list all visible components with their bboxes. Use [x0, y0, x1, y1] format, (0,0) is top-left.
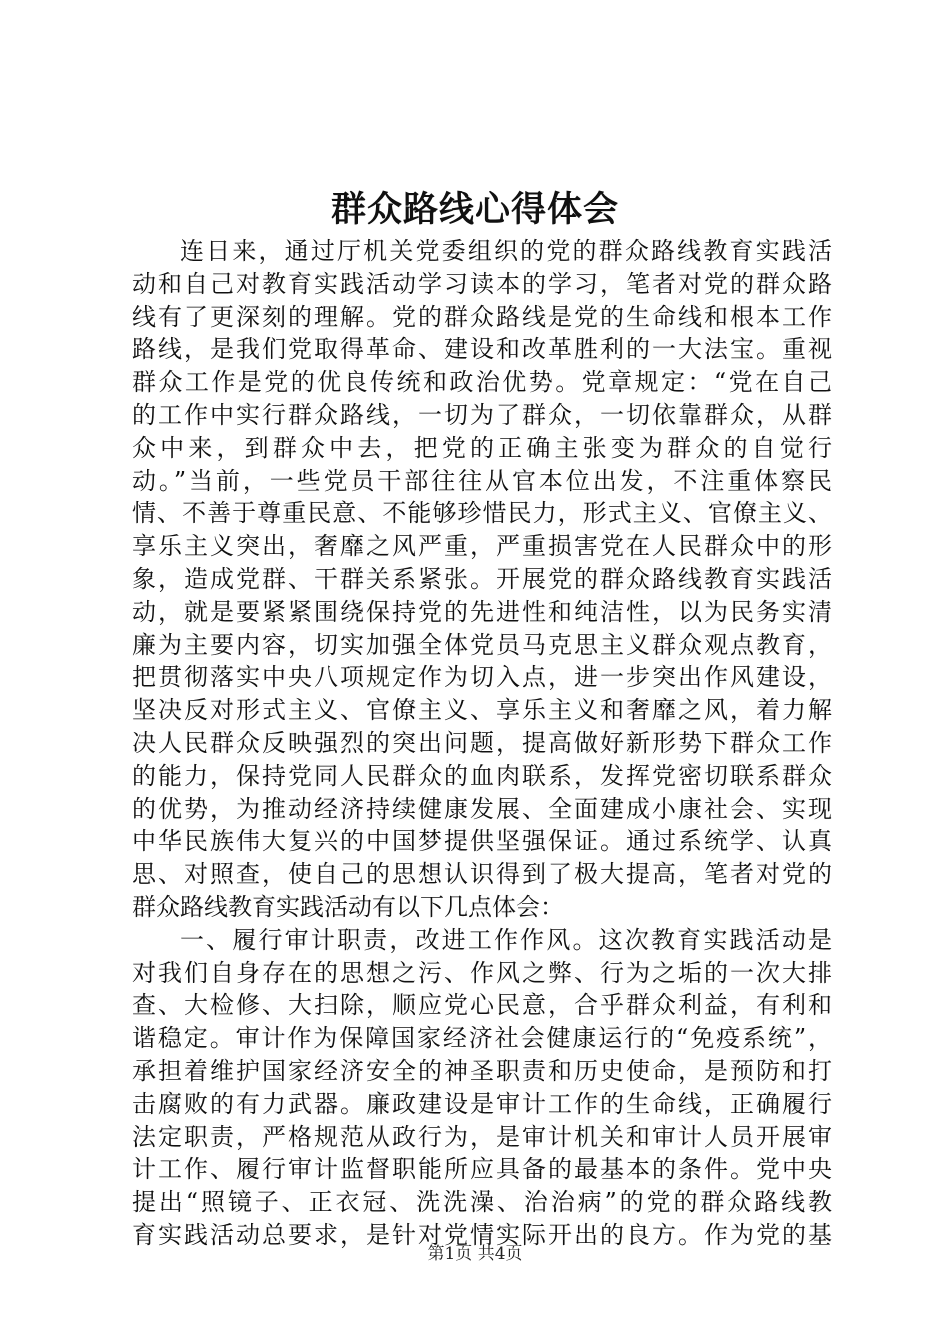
- page-footer: [0, 1242, 950, 1266]
- text-line: 中华民族伟大复兴的中国梦提供坚强保证。通过系统学、认真: [132, 827, 832, 856]
- text-line: 动。”当前，一些党员干部往往从官本位出发，不注重体察民: [132, 466, 832, 495]
- document-body: [132, 235, 832, 1252]
- text-line: 育实践活动总要求，是针对党情实际开出的良方。作为党的基: [132, 1220, 832, 1249]
- text-line: 坚决反对形式主义、官僚主义、享乐主义和奢靡之风，着力解: [132, 696, 832, 725]
- text-line: 计工作、履行审计监督职能所应具备的最基本的条件。党中央: [132, 1155, 832, 1184]
- text-line: 群众路线教育实践活动有以下几点体会：: [132, 892, 564, 921]
- text-line: 动，就是要紧紧围绕保持党的先进性和纯洁性，以为民务实清: [132, 597, 832, 626]
- text-line: 廉为主要内容，切实加强全体党员马克思主义群众观点教育，: [132, 630, 832, 659]
- text-line: 的能力，保持党同人民群众的血肉联系，发挥党密切联系群众: [132, 761, 832, 790]
- text-line: 线有了更深刻的理解。党的群众路线是党的生命线和根本工作: [132, 302, 832, 331]
- text-line: 决人民群众反映强烈的突出问题，提高做好新形势下群众工作: [132, 728, 832, 757]
- text-line: 的优势，为推动经济持续健康发展、全面建成小康社会、实现: [132, 794, 832, 823]
- text-line: 击腐败的有力武器。廉政建设是审计工作的生命线，正确履行: [132, 1089, 832, 1118]
- text-line: 查、大检修、大扫除，顺应党心民意，合乎群众利益，有利和: [132, 991, 832, 1020]
- text-line: 承担着维护国家经济安全的神圣职责和历史使命，是预防和打: [132, 1056, 832, 1085]
- text-line: 群众工作是党的优良传统和政治优势。党章规定：“党在自己: [132, 368, 832, 397]
- text-line: 思、对照查，使自己的思想认识得到了极大提高，笔者对党的: [132, 860, 832, 889]
- text-line: 提出“照镜子、正衣冠、洗洗澡、治治病”的党的群众路线教: [132, 1188, 832, 1217]
- text-line: 把贯彻落实中央八项规定作为切入点，进一步突出作风建设，: [132, 663, 832, 692]
- text-line: 动和自己对教育实践活动学习读本的学习，笔者对党的群众路: [132, 269, 832, 298]
- text-line: 享乐主义突出，奢靡之风严重，严重损害党在人民群众中的形: [132, 532, 832, 561]
- document-title: 群众路线心得体会: [330, 189, 619, 230]
- text-line: 一、履行审计职责，改进工作作风。这次教育实践活动是: [180, 925, 832, 954]
- text-line: 情、不善于尊重民意、不能够珍惜民力，形式主义、官僚主义、: [132, 499, 832, 528]
- text-line: 象，造成党群、干群关系紧张。开展党的群众路线教育实践活: [132, 564, 832, 593]
- text-line: 谐稳定。审计作为保障国家经济社会健康运行的“免疫系统”，: [132, 1024, 832, 1053]
- text-line: 法定职责，严格规范从政行为，是审计机关和审计人员开展审: [132, 1122, 832, 1151]
- page-indicator: 第1页 共4页: [427, 1244, 523, 1264]
- text-line: 的工作中实行群众路线，一切为了群众，一切依靠群众，从群: [132, 400, 832, 429]
- text-line: 众中来，到群众中去，把党的正确主张变为群众的自觉行: [132, 433, 832, 462]
- text-line: 对我们自身存在的思想之污、作风之弊、行为之垢的一次大排: [132, 958, 832, 987]
- text-line: 连日来，通过厅机关党委组织的党的群众路线教育实践活: [180, 237, 832, 265]
- text-line: 路线，是我们党取得革命、建设和改革胜利的一大法宝。重视: [132, 335, 832, 364]
